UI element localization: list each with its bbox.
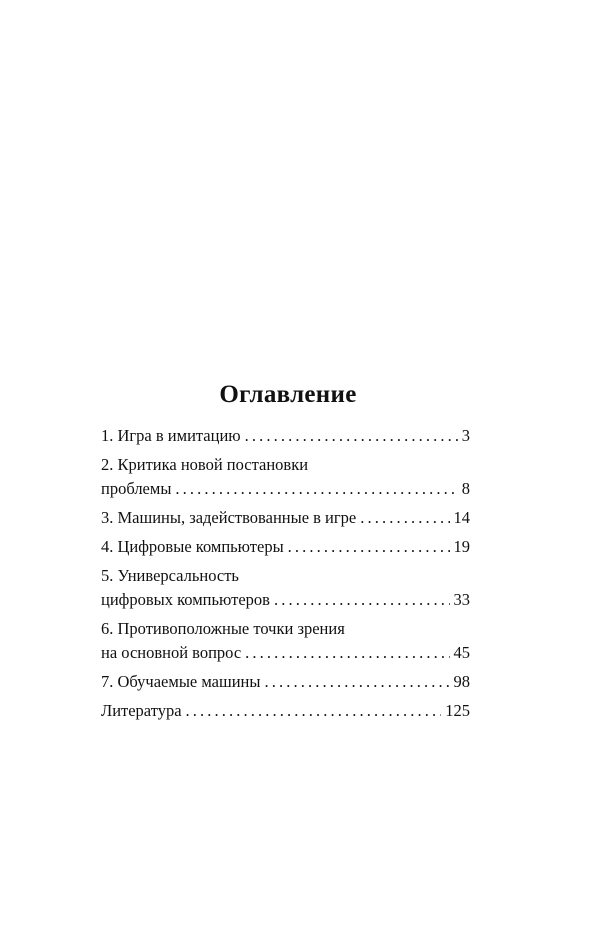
toc-entry-title-continued: цифровых компьютеров [101, 590, 270, 609]
dot-leader [360, 506, 449, 530]
dot-leader [264, 670, 449, 694]
page-title: Оглавление [219, 381, 357, 408]
dot-leader [245, 641, 449, 665]
toc-page-number: 19 [453, 537, 470, 556]
toc-page-number: 3 [461, 426, 470, 445]
toc-entry-title: 6. Противоположные точки зрения [101, 619, 345, 638]
toc-page-number: 14 [453, 508, 470, 527]
toc-page-number: 8 [461, 479, 470, 498]
dot-leader [186, 699, 442, 723]
toc-entry[interactable] [101, 453, 470, 506]
toc-entry[interactable] [101, 424, 470, 453]
toc-entry[interactable] [101, 617, 470, 670]
toc-page-number: 45 [453, 643, 470, 662]
toc-entry[interactable] [101, 535, 470, 564]
toc-entry-title: 7. Обучаемые машины [101, 672, 261, 691]
toc-entry-title: 4. Цифровые компьютеры [101, 537, 284, 556]
table-of-contents [101, 424, 470, 728]
toc-entry[interactable] [101, 670, 470, 699]
toc-entry-title-continued: проблемы [101, 479, 172, 498]
dot-leader [288, 535, 450, 559]
toc-entry-title: 2. Критика новой постановки [101, 455, 309, 474]
toc-entry-title: 5. Универсальность [101, 566, 239, 585]
dot-leader [175, 477, 457, 501]
toc-entry[interactable] [101, 564, 470, 617]
toc-entry-title-continued: на основной вопрос [101, 643, 242, 662]
toc-entry-title: 1. Игра в имитацию [101, 426, 241, 445]
dot-leader [274, 588, 450, 612]
toc-page-number: 98 [453, 672, 470, 691]
toc-entry[interactable] [101, 699, 470, 728]
toc-page-number: 125 [445, 701, 470, 720]
dot-leader [245, 424, 458, 448]
toc-entry-title: 3. Машины, задействованные в игре [101, 508, 357, 527]
toc-entry[interactable] [101, 506, 470, 535]
toc-page-number: 33 [453, 590, 470, 609]
toc-entry-title: Литература [101, 701, 182, 720]
